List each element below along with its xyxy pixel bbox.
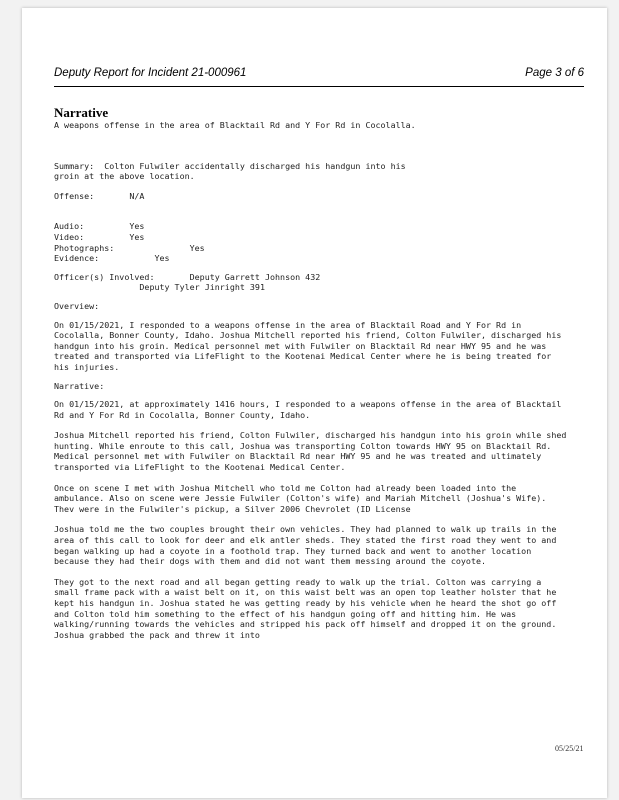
footer-date: 05/25/21 [555, 744, 584, 753]
summary-line-2: groin at the above location. [54, 171, 195, 182]
summary-line-1: Summary: Colton Fulwiler accidentally discharged his handgun into his [54, 160, 406, 171]
officers-involved-line-2: Deputy Tyler Jinright 391 [54, 282, 265, 293]
incident-description: A weapons offense in the area of Blacktail Rd and Y For Rd in Cocolalla. [54, 120, 416, 130]
page-number: Page 3 of 6 [525, 67, 584, 79]
overview-heading: Overview: [54, 300, 100, 311]
report-title: Deputy Report for Incident 21-000961 [54, 67, 247, 79]
evidence-field: Evidence: Yes [54, 253, 170, 264]
section-title: Narrative [54, 105, 109, 120]
photographs-field: Photographs: Yes [54, 242, 205, 253]
page-header [54, 64, 584, 84]
video-field: Video: Yes [54, 231, 145, 242]
narrative-paragraph: Joshua told me the two couples brought their own vehicles. They had planned to walk up trails in the area of this call to look for deer and elk antler sheds. They stated the first road they went to and began walking up had a coyote in a foothold trap. They turned back and went to another location because they had their dogs with them and did not want them messing around the coyote. [54, 524, 557, 567]
officers-involved-line-1: Officer(s) Involved: Deputy Garrett Johnson 432 [54, 271, 321, 282]
overview-text: On 01/15/2021, I responded to a weapons offense in the area of Blacktail Road and Y For Rd in Cocolalla, Bonner County, Idaho. Joshua Mitchell reported his friend, Colton Fulwiler, discharged his handgun into his groin. Medical personnel met with Fulwiler on Blacktail Rd near HWY 95 and he was treated and transported via LifeFlight to the Kootenai Medical Center where he is being treated for his injuries. [54, 319, 562, 372]
offense-field: Offense: N/A [54, 190, 145, 201]
narrative-paragraph: On 01/15/2021, at approximately 1416 hours, I responded to a weapons offense in the area of Blacktail Rd and Y For Rd in Cocolalla, Bonner County, Idaho. [54, 399, 562, 420]
narrative-paragraph: Joshua Mitchell reported his friend, Colton Fulwiler, discharged his handgun into his groin while shed hunting. While enroute to this call, Joshua was transporting Colton towards HWY 95 on Blacktail Rd. Medical personnel met with Fulwiler on Blacktail Rd near HWY 95 and he was treated and ultimately transported via LifeFlight to the Kootenai Medical Center. [54, 430, 567, 473]
report-body [54, 106, 569, 640]
header-divider [54, 86, 584, 87]
narrative-heading: Narrative: [54, 380, 105, 391]
audio-field: Audio: Yes [54, 221, 145, 232]
narrative-paragraph: Once on scene I met with Joshua Mitchell who told me Colton had already been loaded into the ambulance. Also on scene were Jessie Fulwiler (Colton's wife) and Mariah Mitchell (Joshua's Wife). Thev were in the Fulwiler's pickup, a Silver 2006 Chevrolet (ID License [54, 482, 547, 514]
narrative-paragraph: They got to the next road and all began getting ready to walk up the trial. Colton was carrying a small frame pack with a waist belt on it, on this waist belt was an open top leather holster that he kept his handgun in. Joshua stated he was getting ready by his vehicle when he heard the shot go off and Colton told him something to the effect of his handgun going off and hitting him. He was walking/running towards the vehicles and stripped his pack off himself and dropped it on the ground. Joshua grabbed the pack and threw it into [54, 576, 557, 640]
